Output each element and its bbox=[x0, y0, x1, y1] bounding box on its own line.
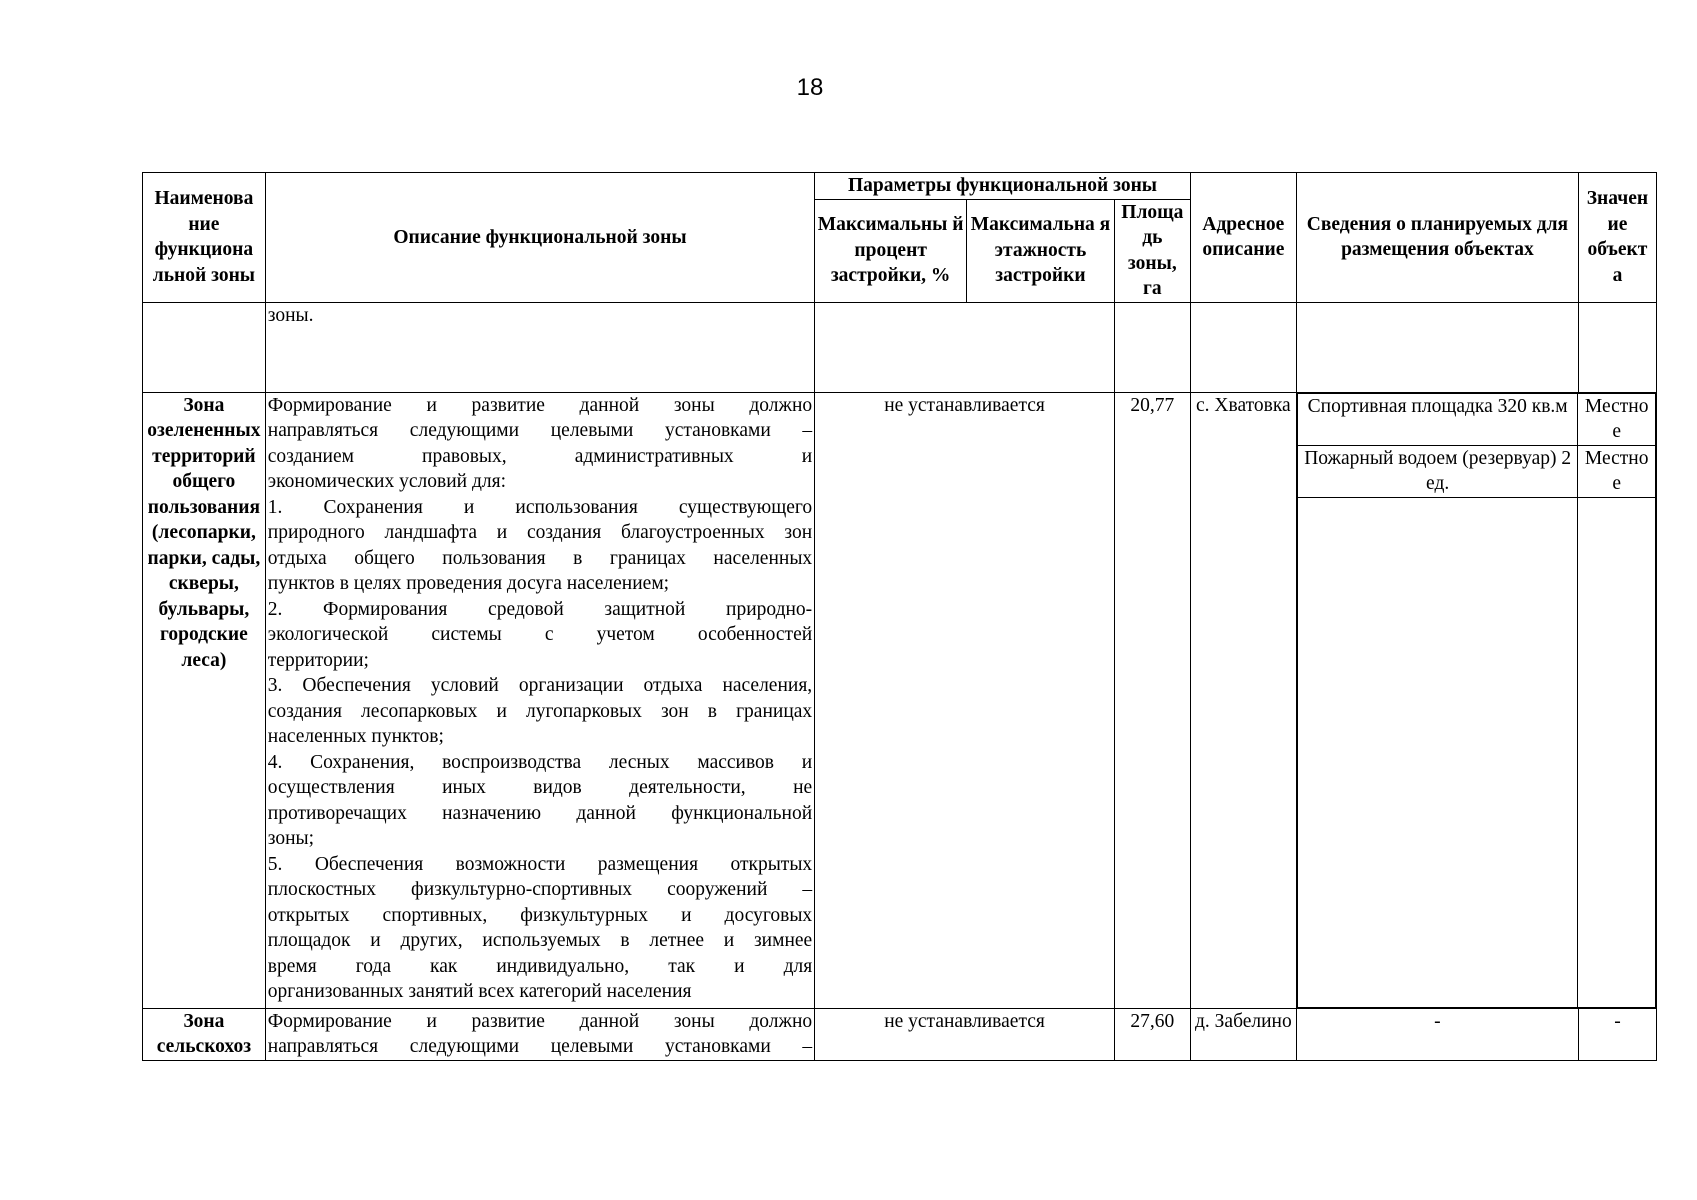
description-line: 5. Обеспечения возможности размещения открытых bbox=[267, 853, 813, 875]
params-cell: не устанавливается bbox=[815, 392, 1115, 1008]
area-cell: 20,77 bbox=[1114, 392, 1190, 1008]
description-line: экологической системы с учетом особенностей bbox=[267, 624, 813, 645]
description-line: плоскостных физкультурно-спортивных сооружений – bbox=[267, 879, 813, 900]
planned-objects-list bbox=[1297, 393, 1656, 1008]
description-line: противоречащих назначению данной функциональной bbox=[267, 802, 813, 824]
zone-description-cell bbox=[265, 1008, 814, 1060]
description-line: 1. Сохранения и использования существующего bbox=[267, 496, 813, 518]
planned-object-name: Пожарный водоем (резервуар) 2 ед. bbox=[1297, 445, 1577, 497]
area-cell bbox=[1114, 302, 1190, 392]
zone-name-cell: Зона сельскохоз bbox=[143, 1008, 266, 1060]
zone-name-cell bbox=[143, 302, 266, 392]
description-line: направляться следующими целевыми установками – bbox=[267, 420, 813, 441]
description-line: создания лесопарковых и лугопарковых зон в границах bbox=[267, 700, 813, 722]
description-line: зоны; bbox=[267, 828, 315, 849]
header-area: Площа дь зоны, га bbox=[1114, 199, 1190, 302]
planned-object-row bbox=[1297, 393, 1655, 445]
description-line: 3. Обеспечения условий организации отдыха населения, bbox=[267, 675, 813, 696]
planned-object-name: Спортивная площадка 320 кв.м bbox=[1297, 393, 1577, 445]
planned-object-name: - bbox=[1296, 1008, 1578, 1060]
description-line: зоны. bbox=[267, 304, 314, 326]
planned-object-row bbox=[1297, 445, 1655, 497]
params-cell: не устанавливается bbox=[815, 1008, 1115, 1060]
params-cell bbox=[815, 302, 1115, 392]
description-line: организованных занятий всех категорий населения bbox=[267, 981, 692, 1002]
significance-cell bbox=[1578, 302, 1656, 392]
description-line: открытых спортивных, физкультурных и досуговых bbox=[267, 904, 813, 926]
description-line: площадок и других, используемых в летнее и зимнее bbox=[267, 930, 813, 951]
planned-objects-cell bbox=[1296, 392, 1656, 1008]
header-zone-name: Наименова ние функциона льной зоны bbox=[143, 173, 266, 303]
functional-zones-table bbox=[142, 172, 1657, 1061]
planned-objects-cell bbox=[1296, 302, 1578, 392]
page-number: 18 bbox=[796, 74, 824, 101]
zone-description-cell bbox=[265, 302, 814, 392]
zone-name-cell: Зона озелененных территорий общего пользования (лесопарки, парки, сады, скверы, бульвары, городские леса) bbox=[143, 392, 266, 1008]
header-max-percent: Максимальны й процент застройки, % bbox=[815, 199, 967, 302]
address-cell: с. Хватовка bbox=[1190, 392, 1296, 1008]
description-line: осуществления иных видов деятельности, не bbox=[267, 777, 813, 798]
header-max-floors: Максимальна я этажность застройки bbox=[967, 199, 1115, 302]
zone-description-cell bbox=[265, 392, 814, 1008]
header-params-group: Параметры функциональной зоны bbox=[815, 173, 1191, 200]
object-significance: Местно е bbox=[1578, 445, 1656, 497]
header-planned-objects: Сведения о планируемых для размещения объектах bbox=[1296, 173, 1578, 303]
description-line: природного ландшафта и создания благоустроенных зон bbox=[267, 522, 813, 543]
description-line: Формирование и развитие данной зоны должно bbox=[267, 394, 813, 416]
object-significance: - bbox=[1578, 1008, 1656, 1060]
header-description: Описание функциональной зоны bbox=[265, 173, 814, 303]
description-line: территории; bbox=[267, 649, 369, 671]
description-line: экономических условий для: bbox=[267, 471, 506, 492]
table-row bbox=[143, 1008, 1657, 1060]
description-line: 4. Сохранения, воспроизводства лесных массивов и bbox=[267, 751, 813, 773]
area-cell: 27,60 bbox=[1114, 1008, 1190, 1060]
description-line: созданием правовых, административных и bbox=[267, 445, 813, 467]
description-line: отдыха общего пользования в границах населенных bbox=[267, 547, 813, 569]
table-row bbox=[143, 392, 1657, 1008]
header-significance: Значен ие объект а bbox=[1578, 173, 1656, 303]
object-significance: Местно е bbox=[1578, 393, 1656, 445]
table-row bbox=[143, 302, 1657, 392]
description-line: время года как индивидуально, так и для bbox=[267, 955, 813, 977]
address-cell bbox=[1190, 302, 1296, 392]
description-line: Формирование и развитие данной зоны должно bbox=[267, 1010, 813, 1032]
description-line: 2. Формирования средовой защитной природно- bbox=[267, 598, 813, 620]
address-cell: д. Забелино bbox=[1190, 1008, 1296, 1060]
description-line: пунктов в целях проведения досуга населением; bbox=[267, 573, 670, 594]
header-address: Адресное описание bbox=[1190, 173, 1296, 303]
description-line: населенных пунктов; bbox=[267, 726, 444, 747]
description-line: направляться следующими целевыми установками – bbox=[267, 1036, 813, 1057]
